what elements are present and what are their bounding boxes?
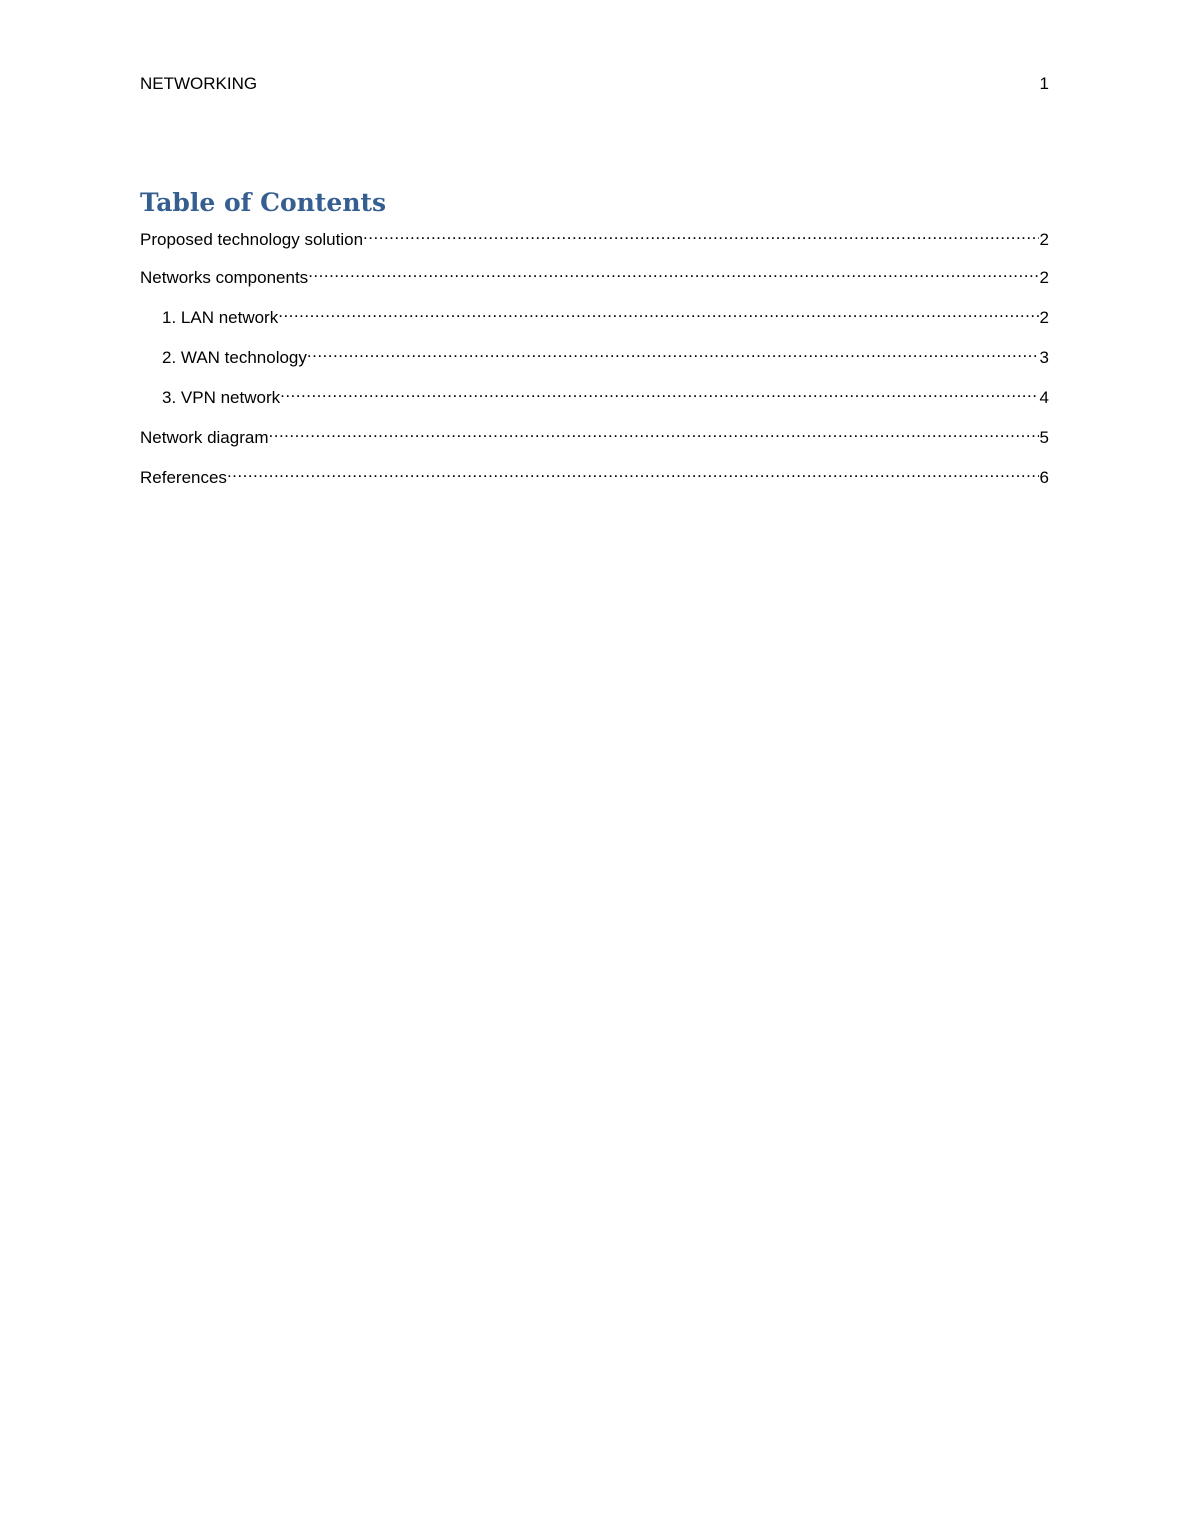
toc-entry-page: 2 bbox=[1039, 268, 1049, 287]
toc-entry-page: 6 bbox=[1039, 468, 1049, 487]
dot-leader bbox=[269, 421, 1039, 443]
toc-entry-label: References bbox=[140, 468, 227, 487]
toc-entry-label: Network diagram bbox=[140, 428, 269, 447]
dot-leader bbox=[307, 341, 1039, 363]
toc-entry-networks-components[interactable] bbox=[140, 261, 1049, 301]
running-head: NETWORKING bbox=[140, 74, 258, 93]
dot-leader bbox=[278, 301, 1038, 323]
toc-entry-page: 2 bbox=[1039, 230, 1049, 249]
dot-leader bbox=[280, 381, 1038, 403]
toc-entry-label: 1. LAN network bbox=[162, 308, 279, 327]
toc-entry-label: 2. WAN technology bbox=[162, 348, 307, 367]
dot-leader bbox=[308, 261, 1038, 283]
page-number: 1 bbox=[1039, 74, 1049, 93]
page-header bbox=[140, 72, 1049, 96]
toc-entry-vpn-network[interactable] bbox=[140, 381, 1049, 421]
toc-entry-page: 4 bbox=[1039, 388, 1049, 407]
toc-entry-page: 2 bbox=[1039, 308, 1049, 327]
toc-entry-label: 3. VPN network bbox=[162, 388, 281, 407]
toc-entry-network-diagram[interactable] bbox=[140, 421, 1049, 461]
dot-leader bbox=[363, 223, 1038, 245]
toc-entry-proposed-technology-solution[interactable] bbox=[140, 223, 1049, 261]
toc-entry-label: Networks components bbox=[140, 268, 309, 287]
toc-entry-page: 3 bbox=[1039, 348, 1049, 367]
table-of-contents bbox=[140, 186, 1049, 501]
toc-entry-label: Proposed technology solution bbox=[140, 230, 364, 249]
toc-entry-lan-network[interactable] bbox=[140, 301, 1049, 341]
toc-title: Table of Contents bbox=[140, 188, 387, 217]
toc-entry-wan-technology[interactable] bbox=[140, 341, 1049, 381]
toc-list bbox=[140, 223, 1049, 501]
toc-entry-page: 5 bbox=[1039, 428, 1049, 447]
dot-leader bbox=[227, 461, 1039, 483]
toc-entry-references[interactable] bbox=[140, 461, 1049, 501]
